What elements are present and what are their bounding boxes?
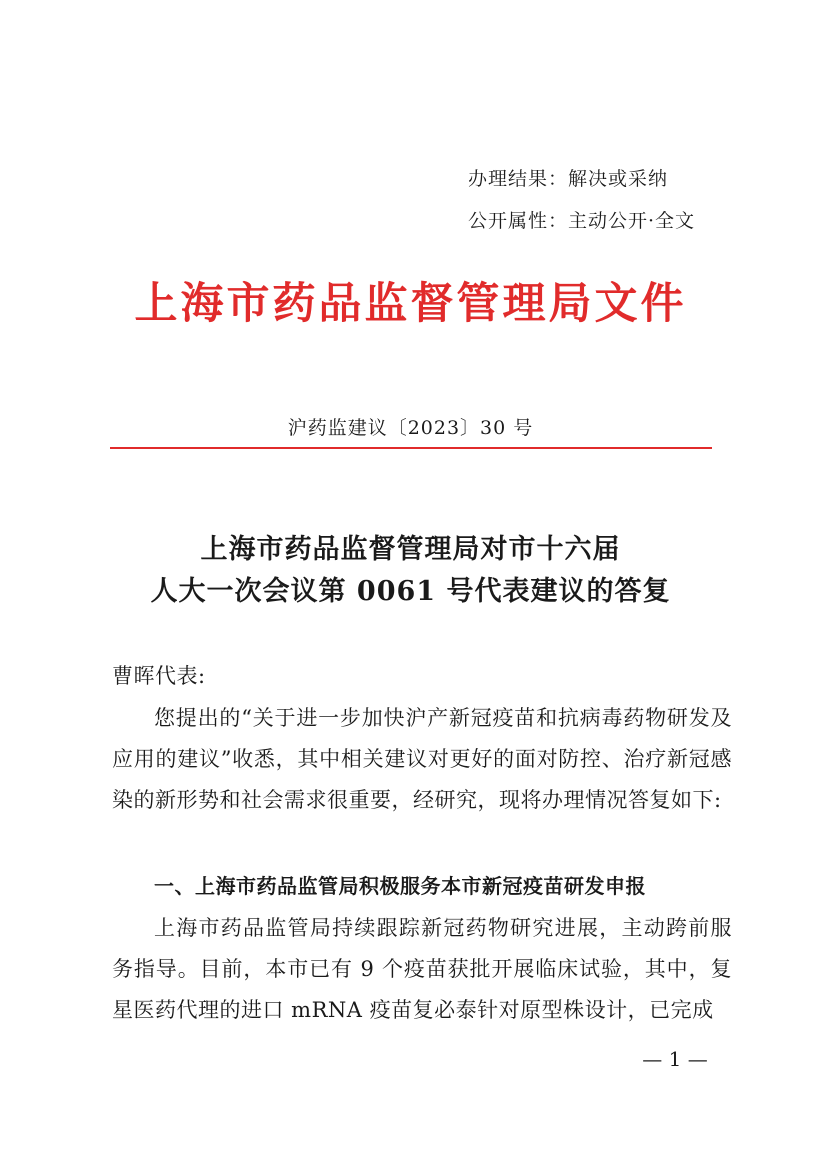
handling-result: 办理结果：解决或采纳 xyxy=(468,168,669,190)
body-paragraph-1: 您提出的“关于进一步加快沪产新冠疫苗和抗病毒药物研发及应用的建议”收悉，其中相关建议对更好的面对防控、治疗新冠感染的新形势和社会需求很重要，经研究，现将办理情况答复如下: xyxy=(112,706,732,812)
red-separator-line xyxy=(110,447,712,449)
body-paragraph-2: 上海市药品监管局持续跟踪新冠药物研究进展，主动跨前服务指导。目前，本市已有 9 个疫苗获批开展临床试验，其中，复星医药代理的进口 mRNA 疫苗复必泰针对原型株设计，已完成 xyxy=(112,916,732,1022)
salutation: 曹晖代表: xyxy=(112,664,206,688)
document-title-line-1: 上海市药品监督管理局对市十六届 xyxy=(200,534,621,565)
page-number: — 1 — xyxy=(642,1047,708,1071)
document-title-line-2: 人大一次会议第 0061 号代表建议的答复 xyxy=(150,576,671,607)
disclosure-attribute: 公开属性：主动公开·全文 xyxy=(468,210,696,232)
section-heading-1: 一、上海市药品监管局积极服务本市新冠疫苗研发申报 xyxy=(154,874,646,898)
issuing-authority-header: 上海市药品监督管理局文件 xyxy=(134,279,687,329)
document-number: 沪药监建议〔2023〕30 号 xyxy=(287,417,534,439)
